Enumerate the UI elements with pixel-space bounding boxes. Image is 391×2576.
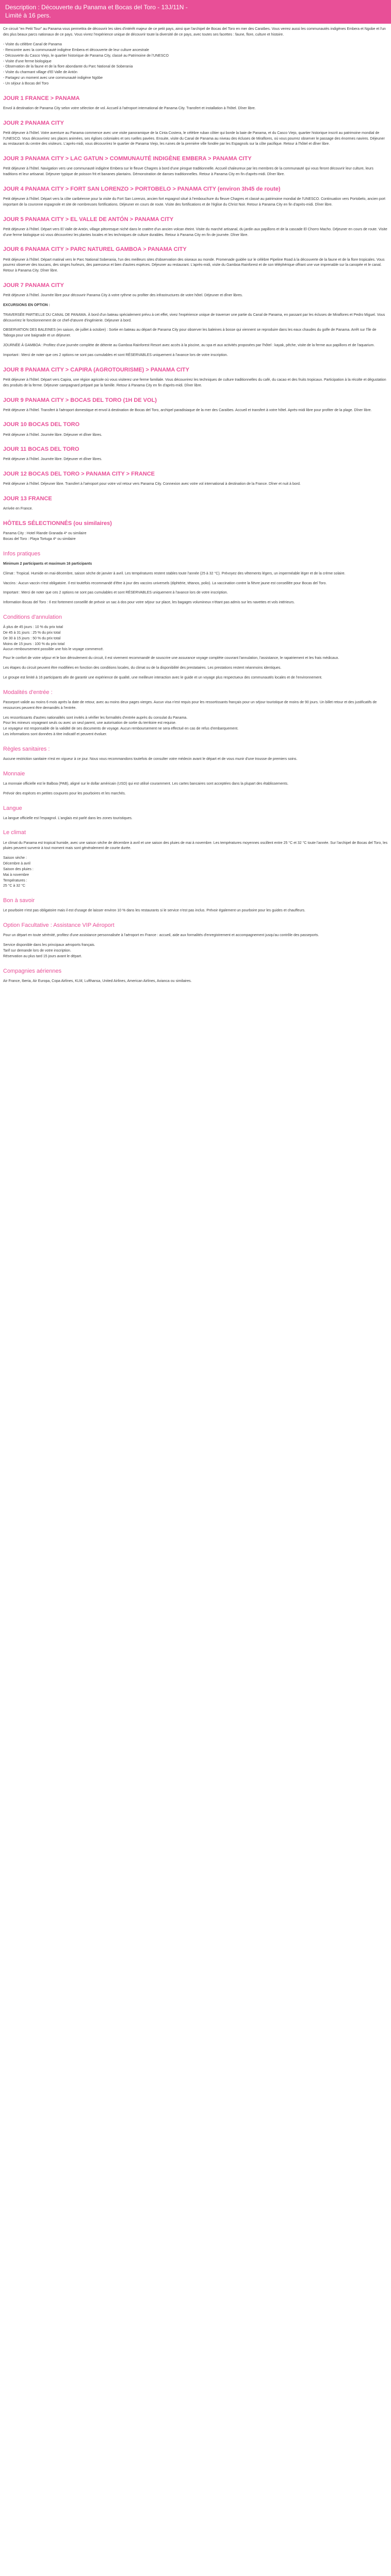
climate-list: [3, 856, 388, 889]
page-subtitle: Limité à 16 pers.: [5, 12, 51, 20]
page-title-bar: [0, 0, 391, 24]
day-text: Petit déjeuner à l'hôtel. Déjeuner libre. Transfert à l'aéroport pour votre vol retour vers Panama City. Connexion avec votre vol international à destination de la France. Dîner et nuit à bord.: [3, 482, 301, 486]
entry-list: [3, 716, 388, 738]
money-heading: Monnaie: [3, 770, 25, 777]
entry-heading: Modalités d'entrée :: [3, 689, 53, 696]
day-heading: JOUR 5 PANAMA CITY > EL VALLE DE ANTÓN > PANAMA CITY: [3, 216, 174, 223]
conditions-paragraph: Pour le confort de votre séjour et le bon déroulement du circuit, il est vivement recommandé de souscrire une assurance voyage complète couvrant l'annulation, l'assistance, le rapatriement et les frais médicaux.: [3, 656, 339, 660]
condition-item: De 45 à 31 jours : 25 % du prix total: [3, 631, 61, 635]
entry-item: Pour les mineurs voyageant seuls ou avec un seul parent, une autorisation de sortie du territoire est requise.: [3, 721, 176, 725]
day-text: Petit déjeuner à l'hôtel. Départ vers la côte caribéenne pour la visite du Fort San Lorenzo, ancien fort espagnol situé à l'embouchure du fleuve Chagres et classé au patrimoine mondial de l'UNESCO. Continuation vers Portobelo, ancien port important de la couronne espagnole et site de nombreuses fortifications. Déjeuner en cours de route. Visite des fortifications et de l'église du Christ Noir. Retour à Panama City en fin d'après-midi. Dîner libre.: [3, 197, 385, 207]
entry-item: Le voyageur est responsable de la validité de ses documents de voyage. Aucun remboursement ne sera effectué en cas de refus d'embarquement.: [3, 727, 239, 731]
highlight-item: - Visite d'une ferme biologique: [3, 59, 52, 63]
options-note: Important : Merci de noter que ces 2 options ne sont pas cumulables et sont RÉSERVABLES uniquement à l'avance lors de votre inscription.: [3, 353, 228, 358]
highlight-item: - Rencontre avec la communauté indigène Embera et découverte de leur culture ancestrale: [3, 48, 149, 52]
language-text: La langue officielle est l'espagnol. L'anglais est parlé dans les zones touristiques.: [3, 816, 133, 820]
entry-item: Les informations sont données à titre indicatif et peuvent évoluer.: [3, 733, 107, 737]
extra-paragraph: JOURNÉE À GAMBOA : Profitez d'une journée complète de détente au Gamboa Rainforest Resort avec accès à la piscine, au spa et aux activités proposées par l'hôtel : kayak, pêche, visite de la ferme aux papillons et de l'aquarium.: [3, 344, 375, 348]
highlight-item: - Partagez un moment avec une communauté indigène Ngöbe: [3, 76, 103, 80]
day-text: Petit déjeuner à l'hôtel. Transfert à l'aéroport domestique et envol à destination de Bocas del Toro, archipel paradisiaque de la mer des Caraïbes. Accueil et transfert à votre hôtel. Après-midi libre pour profiter de la plage. Dîner libre.: [3, 408, 372, 412]
day-text: Petit déjeuner à l'hôtel. Journée libre. Déjeuner et dîner libres.: [3, 433, 103, 437]
day-text: Petit déjeuner à l'hôtel. Départ matinal vers le Parc National Soberania, l'un des meilleurs sites d'observation des oiseaux au monde. Promenade guidée sur le célèbre Pipeline Road à la découverte de la faune et de la flore tropicales. Vous pourrez observer des toucans, des singes hurleurs, des paresseux et bien d'autres espèces. Déjeuner au restaurant. L'après-midi, visite du Gamboa Rainforest et de son téléphérique offrant une vue imprenable sur la canopée et le canal. Retour à Panama City. Dîner libre.: [3, 258, 385, 273]
health-text: Aucune restriction sanitaire n'est en vigueur à ce jour. Nous vous recommandons toutefois de consulter votre médecin avant le départ et de vous munir d'une trousse de premiers soins.: [3, 757, 298, 761]
hotels-list: [3, 531, 388, 543]
assistance-item: Réservation au plus tard 15 jours avant le départ.: [3, 954, 82, 958]
climate-heading: Le climat: [3, 829, 26, 836]
day-heading: JOUR 13 FRANCE: [3, 496, 52, 502]
day-heading: JOUR 4 PANAMA CITY > FORT SAN LORENZO > PORTOBELO > PANAMA CITY (environ 3h45 de route): [3, 186, 281, 193]
day-text: Petit déjeuner à l'hôtel. Départ vers Capira, une région agricole où vous visiterez une ferme familiale. Vous découvrirez les techniques de culture traditionnelles du café, du cacao et des fruits tropicaux. Participation à la récolte et dégustation des produits de la ferme. Déjeuner campagnard préparé par la famille. Retour à Panama City en fin d'après-midi. Dîner libre.: [3, 378, 386, 387]
vaccine-paragraph: Vaccins : Aucun vaccin n'est obligatoire. Il est toutefois recommandé d'être à jour des vaccins universels (diphtérie, tétanos, polio). La vaccination contre la fièvre jaune est conseillée pour Bocas del Toro.: [3, 581, 327, 585]
health-heading: Règles sanitaires :: [3, 745, 50, 752]
day-heading: JOUR 2 PANAMA CITY: [3, 120, 64, 126]
good-to-know-text: Le pourboire n'est pas obligatoire mais il est d'usage de laisser environ 10 % dans les restaurants si le service n'est pas inclus. Prévoir également un pourboire pour les guides et chauffeurs.: [3, 909, 305, 913]
day-heading: JOUR 7 PANAMA CITY: [3, 282, 64, 289]
day-text: Envol à destination de Panama City selon votre sélection de vol. Accueil à l'aéroport international de Panama City. Transfert et installation à l'hôtel. Dîner libre.: [3, 106, 256, 110]
highlights-list: [3, 42, 388, 87]
money-text: La monnaie officielle est le Balboa (PAB), aligné sur le dollar américain (USD) qui est utilisé couramment. Les cartes bancaires sont acceptées dans la plupart des établissements.: [3, 782, 289, 786]
assistance-item: Service disponible dans les principaux aéroports français.: [3, 943, 95, 947]
info-heading: Infos pratiques: [3, 550, 41, 557]
hotels-heading: HÔTELS SÉLECTIONNÉS (ou similaires): [3, 520, 112, 527]
airlines-text: Air France, Iberia, Air Europa, Copa Airlines, KLM, Lufthansa, United Airlines, American Airlines, Avianca ou similaires.: [3, 979, 192, 983]
climate-item: 25 °C à 32 °C: [3, 884, 25, 888]
highlight-item: - Découverte du Casco Viejo, le quartier historique de Panama City, classé au Patrimoine de l'UNESCO: [3, 54, 169, 58]
highlight-item: - Visite du charmant village d'El Valle de Antón: [3, 71, 77, 75]
good-to-know-heading: Bon à savoir: [3, 897, 35, 904]
day-heading: JOUR 6 PANAMA CITY > PARC NATUREL GAMBOA > PANAMA CITY: [3, 246, 187, 253]
climate-item: Températures :: [3, 878, 27, 883]
day-heading: JOUR 3 PANAMA CITY > LAC GATUN > COMMUNAUTÉ INDIGÈNE EMBERA > PANAMA CITY: [3, 156, 252, 162]
airlines-heading: Compagnies aériennes: [3, 968, 62, 974]
info-text: Minimum 2 participants et maximum 16 participants: [3, 562, 92, 566]
highlight-item: - Observation de la faune et de la flore abondante du Parc National de Soberania: [3, 65, 133, 69]
climate-text: Le climat du Panama est tropical humide, avec une saison sèche de décembre à avril et une saison des pluies de mai à novembre. Les températures moyennes oscillent entre 25 °C et 32 °C toute l'année. Sur l'archipel de Bocas del Toro, les pluies peuvent survenir à tout moment mais sont généralement de courte durée.: [3, 841, 388, 851]
assistance-heading: Option Facultative : Assistance VIP Aéroport: [3, 922, 115, 929]
day-text: Petit déjeuner à l'hôtel. Départ vers El Valle de Antón, village pittoresque niché dans le cratère d'un ancien volcan éteint. Visite du marché artisanal, du jardin aux papillons et de la cascade El Chorro Macho. Déjeuner en cours de route. Visite d'une ferme biologique où vous découvrirez les plantes locales et les techniques de culture durables. Retour à Panama City en fin de journée. Dîner libre.: [3, 227, 387, 237]
day-text: Petit déjeuner à l'hôtel. Journée libre pour découvrir Panama City à votre rythme ou profiter des infrastructures de votre hôtel. Déjeuner et dîner libres.: [3, 294, 243, 298]
highlight-item: - Un séjour à Bocas del Toro: [3, 81, 49, 86]
climate-item: Décembre à avril: [3, 862, 30, 866]
day-text: Petit déjeuner à l'hôtel. Navigation vers une communauté indigène Embera sur le fleuve Chagres à bord d'une pirogue traditionnelle. Accueil chaleureux par les membres de la communauté qui vous feront découvrir leur culture, leurs traditions et leur artisanat. Déjeuner typique de poisson frit et bananes plantains. Démonstration de danses traditionnelles. Retour à Panama City en fin d'après-midi. Dîner libre.: [3, 167, 373, 177]
page: [0, 0, 391, 993]
hotel-item: Panama City : Hotel Riande Granada 4* ou similaire: [3, 532, 87, 536]
extra-paragraph: OBSERVATION DES BALEINES (en saison, de juillet à octobre) : Sortie en bateau au départ de Panama City pour observer les baleines à bosse qui viennent se reproduire dans les eaux chaudes du golfe de Panama. Arrêt sur l'île de Taboga pour une baignade et un déjeuner.: [3, 328, 377, 338]
money-extra: Prévoir des espèces en petites coupures pour les pourboires et les marchés.: [3, 791, 126, 795]
description-content: [0, 24, 391, 993]
assistance-list: [3, 943, 388, 960]
intro-text: Ce circuit "en Petit Tour" au Panama vous permettra de découvrir les sites d'intérêt majeur de ce petit pays, ainsi que l'archipel de Bocas del Toro en mer des Caraïbes. Vous verrez aussi les communautés indigènes Embera et Ngobe et l'un des plus beaux parcs nationaux de ce pays. Vous vivrez l'expérience unique de découvrir toute la diversité de ce pays, avec toutes ses facettes : faune, flore, culture et histoire.: [3, 27, 386, 37]
climate-item: Mai à novembre: [3, 873, 29, 877]
hotel-item: Bocas del Toro : Playa Tortuga 4* ou similaire: [3, 537, 76, 541]
conditions-extra: Le groupe est limité à 16 participants afin de garantir une expérience de qualité, une meilleure interaction avec le guide et un voyage plus respectueux des communautés locales et de l'environnement.: [3, 676, 322, 680]
day-text: Petit déjeuner à l'hôtel. Votre aventure au Panama commence avec une visite panoramique de la Cinta Costera, le célèbre ruban côtier qui borde la baie de Panama, et du Casco Viejo, quartier historique inscrit au patrimoine mondial de l'UNESCO. Vous découvrirez ses places animées, ses églises coloniales et ses ruelles pavées. Ensuite, visite du Canal de Panama au niveau des écluses de Miraflores, où vous pourrez observer le passage des énormes navires. Déjeuner au restaurant du centre des visiteurs. L'après-midi, vous découvrirez le quartier de Panama Viejo, les ruines de la première ville fondée par les Espagnols sur la côte pacifique. Retour à l'hôtel et dîner libre.: [3, 131, 385, 146]
condition-item: Moins de 15 jours : 100 % du prix total: [3, 642, 65, 646]
conditions-paragraph: Les étapes du circuit peuvent être modifiées en fonction des conditions locales, du climat ou de la disponibilité des prestataires. Les prestations restent néanmoins identiques.: [3, 666, 282, 670]
condition-item: À plus de 45 jours : 10 % du prix total: [3, 625, 63, 630]
day-heading: JOUR 12 BOCAS DEL TORO > PANAMA CITY > FRANCE: [3, 471, 155, 478]
language-heading: Langue: [3, 805, 22, 811]
day-text: Petit déjeuner à l'hôtel. Journée libre. Déjeuner et dîner libres.: [3, 457, 103, 462]
info-notice: Information Bocas del Toro : Il est fortement conseillé de prévoir un sac à dos pour votre séjour sur place, les bagages volumineux n'étant pas admis sur les navettes et vols intérieurs.: [3, 601, 295, 605]
assistance-text: Pour un départ en toute sérénité, profitez d'une assistance personnalisée à l'aéroport en France : accueil, aide aux formalités d'enregistrement et accompagnement jusqu'au contrôle des passeports.: [3, 934, 319, 938]
page-title: Description : Découverte du Panama et Bocas del Toro - 13J/11N -: [5, 4, 188, 11]
climate-paragraph: Climat : Tropical. Humide en mai-décembre, saison sèche de janvier à avril. Les températures restent stables toute l'année (25 à 32 °C). Prévoyez des vêtements légers, un imperméable léger et de la crème solaire.: [3, 571, 346, 575]
day-heading: JOUR 10 BOCAS DEL TORO: [3, 421, 80, 428]
assistance-item: Tarif sur demande lors de votre inscription.: [3, 948, 71, 953]
important-paragraph: Important : Merci de noter que ces 2 options ne sont pas cumulables et sont RÉSERVABLES uniquement à l'avance lors de votre inscription.: [3, 591, 228, 595]
day-text: Arrivée en France.: [3, 507, 33, 511]
day-heading: JOUR 11 BOCAS DEL TORO: [3, 446, 79, 453]
conditions-list: [3, 625, 388, 653]
entry-item: Les ressortissants d'autres nationalités sont invités à vérifier les formalités d'entrée auprès du consulat du Panama.: [3, 716, 188, 720]
entry-text: Passeport valide au moins 6 mois après la date de retour, avec au moins deux pages vierges. Aucun visa n'est requis pour les ressortissants français pour un séjour touristique de moins de 90 jours. Un billet retour et des justificatifs de ressources peuvent être demandés à l'entrée.: [3, 700, 377, 710]
climate-item: Saison des pluies :: [3, 867, 34, 871]
day-heading: JOUR 1 FRANCE > PANAMA: [3, 95, 80, 101]
excursion-text: TRAVERSÉE PARTIELLE DU CANAL DE PANAMA. À bord d'un bateau spécialement prévu à cet effet, vivez l'expérience unique de traverser une partie du Canal de Panama, en passant par les écluses de Miraflores et Pedro Miguel. Vous découvrirez le fonctionnement de ce chef-d'œuvre d'ingénierie. Déjeuner à bord.: [3, 313, 385, 323]
excursion-heading: EXCURSIONS EN OPTION :: [3, 303, 51, 307]
condition-item: Aucun remboursement possible une fois le voyage commencé.: [3, 648, 104, 652]
climate-item: Saison sèche :: [3, 856, 27, 860]
highlight-item: - Visite du célèbre Canal de Panama: [3, 43, 62, 47]
day-heading: JOUR 8 PANAMA CITY > CAPIRA (AGROTOURISME) > PANAMA CITY: [3, 366, 189, 373]
conditions-heading: Conditions d'annulation: [3, 614, 62, 621]
condition-item: De 30 à 15 jours : 50 % du prix total: [3, 636, 61, 640]
day-heading: JOUR 9 PANAMA CITY > BOCAS DEL TORO (1H DE VOL): [3, 397, 157, 403]
